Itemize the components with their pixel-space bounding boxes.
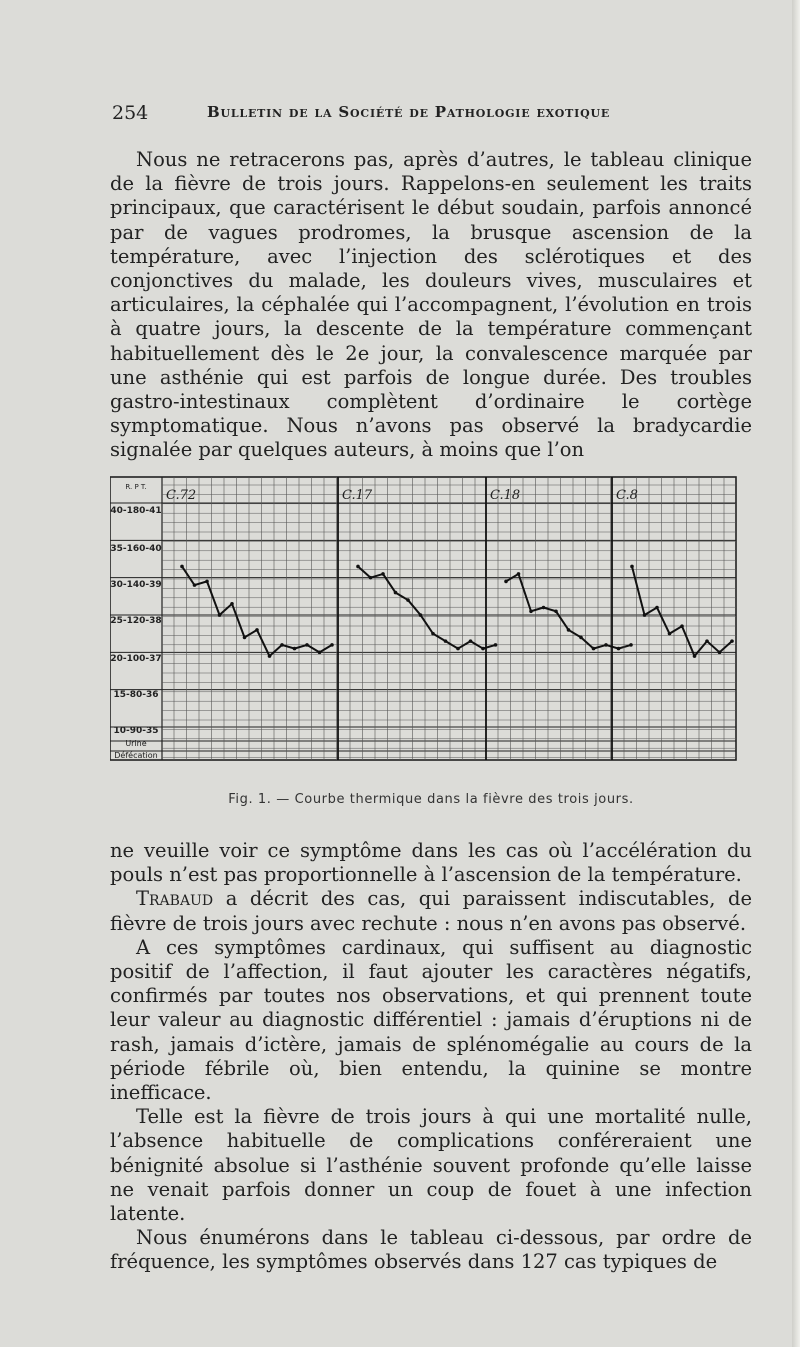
temperature-point	[330, 643, 334, 647]
row-label: 35-160-40	[110, 544, 162, 554]
temperature-point	[718, 651, 722, 655]
temperature-point	[318, 651, 322, 655]
row-label: Défécation	[114, 751, 158, 760]
temperature-chart-figure	[110, 475, 742, 775]
temperature-point	[705, 639, 709, 643]
row-label: 15-80-36	[113, 690, 159, 700]
temperature-point	[494, 643, 498, 647]
temperature-point	[504, 580, 508, 584]
temperature-point	[406, 598, 410, 602]
page-edge	[792, 0, 800, 1347]
body-text-bottom	[110, 839, 752, 1275]
temperature-point	[604, 643, 608, 647]
temperature-point	[655, 606, 659, 610]
temperature-point	[305, 643, 309, 647]
temperature-point	[643, 613, 647, 617]
temperature-point	[469, 639, 473, 643]
temperature-point	[554, 609, 558, 613]
temperature-point	[517, 572, 521, 576]
row-label: 25-120-38	[110, 616, 162, 626]
case-label: C.8	[616, 488, 638, 503]
temperature-point	[356, 565, 360, 569]
temperature-point	[693, 654, 697, 658]
body-text-top	[110, 148, 752, 463]
paragraph: ne veuille voir ce symptôme dans les cas où l’accélération du pouls n’est pas proportionnelle à l’ascension de la température.	[110, 839, 752, 887]
paragraph: Telle est la fièvre de trois jours à qui une mortalité nulle, l’absence habituelle de complications conféreraient une bénignité absolue si l’asthénie souvent profonde qu’elle laisse ne venait parfois donner un coup de fouet à une infection latente.	[110, 1105, 752, 1226]
temperature-point	[629, 643, 633, 647]
case-label: C.17	[342, 488, 373, 503]
temperature-point	[431, 632, 435, 636]
running-head	[112, 102, 752, 128]
paragraph	[110, 887, 752, 935]
temperature-point	[280, 643, 284, 647]
temperature-point	[205, 580, 209, 584]
temperature-point	[529, 609, 533, 613]
row-label: 30-140-39	[110, 580, 162, 590]
temperature-point	[730, 639, 734, 643]
temperature-point	[268, 654, 272, 658]
temperature-point	[193, 583, 197, 587]
figure-caption: Fig. 1. — Courbe thermique dans la fièvre des trois jours.	[228, 792, 634, 807]
temperature-point	[617, 647, 621, 651]
case-label: C.18	[490, 488, 521, 503]
row-label: 20-100-37	[110, 654, 162, 664]
temperature-point	[630, 565, 634, 569]
row-label: R. P T.	[125, 483, 147, 491]
temperature-point	[444, 639, 448, 643]
paragraph: A ces symptômes cardinaux, qui suffisent au diagnostic positif de l’affection, il faut ajouter les caractères négatifs, confirmés par toutes nos observations, et qui prennent toute leur valeur au diagnostic différentiel : jamais d’éruptions ni de rash, jamais d’ictère, jamais de splénomégalie au cours de la période fébrile où, bien entendu, la quinine se montre inefficace.	[110, 935, 752, 1105]
temperature-chart	[110, 475, 742, 775]
temperature-point	[394, 591, 398, 595]
temperature-point	[592, 647, 596, 651]
temperature-point	[243, 636, 247, 640]
row-label: 40-180-41	[110, 506, 162, 516]
temperature-curve	[182, 566, 332, 656]
author-name: Trabaud	[136, 887, 214, 911]
temperature-point	[381, 572, 385, 576]
case-label: C.72	[166, 488, 197, 503]
temperature-point	[369, 576, 373, 580]
row-label: Urine	[125, 739, 147, 748]
temperature-point	[255, 628, 259, 632]
temperature-point	[218, 613, 222, 617]
temperature-point	[230, 602, 234, 606]
page-number: 254	[112, 102, 149, 124]
temperature-point	[481, 647, 485, 651]
temperature-point	[293, 647, 297, 651]
paragraph: Nous ne retracerons pas, après d’autres, le tableau clinique de la fièvre de trois jours. Rappelons-en seulement les traits principaux, que caractérisent le début soudain, parfois annoncé par de vagues prodromes, la brusque ascension de la température, avec l’injection des sclérotiques et des conjonctives du malade, les douleurs vives, musculaires et articulaires, la céphalée qui l’accompagnent, l’évolution en trois à quatre jours, la descente de la température commençant habituellement dès le 2e jour, la convalescence marquée par une asthénie qui est parfois de longue durée. Des troubles gastro-intestinaux complètent d’ordinaire le cortège symptomatique. Nous n’avons pas observé la bradycardie signalée par quelques auteurs, à moins que l’on	[110, 148, 752, 462]
temperature-point	[567, 628, 571, 632]
temperature-point	[419, 613, 423, 617]
temperature-point	[680, 624, 684, 628]
journal-title: Bulletin de la Société de Pathologie exotique	[207, 103, 611, 121]
temperature-point	[456, 647, 460, 651]
temperature-point	[579, 636, 583, 640]
row-label: 10-90-35	[113, 726, 159, 736]
paragraph-text: a décrit des cas, qui paraissent indiscutables, de fièvre de trois jours avec rechute : nous n’en avons pas observé.	[110, 887, 753, 935]
temperature-point	[542, 606, 546, 610]
temperature-point	[180, 565, 184, 569]
temperature-point	[668, 632, 672, 636]
temperature-curve	[632, 566, 732, 656]
paragraph: Nous énumérons dans le tableau ci-dessous, par ordre de fréquence, les symptômes observés dans 127 cas typiques de	[110, 1226, 752, 1274]
